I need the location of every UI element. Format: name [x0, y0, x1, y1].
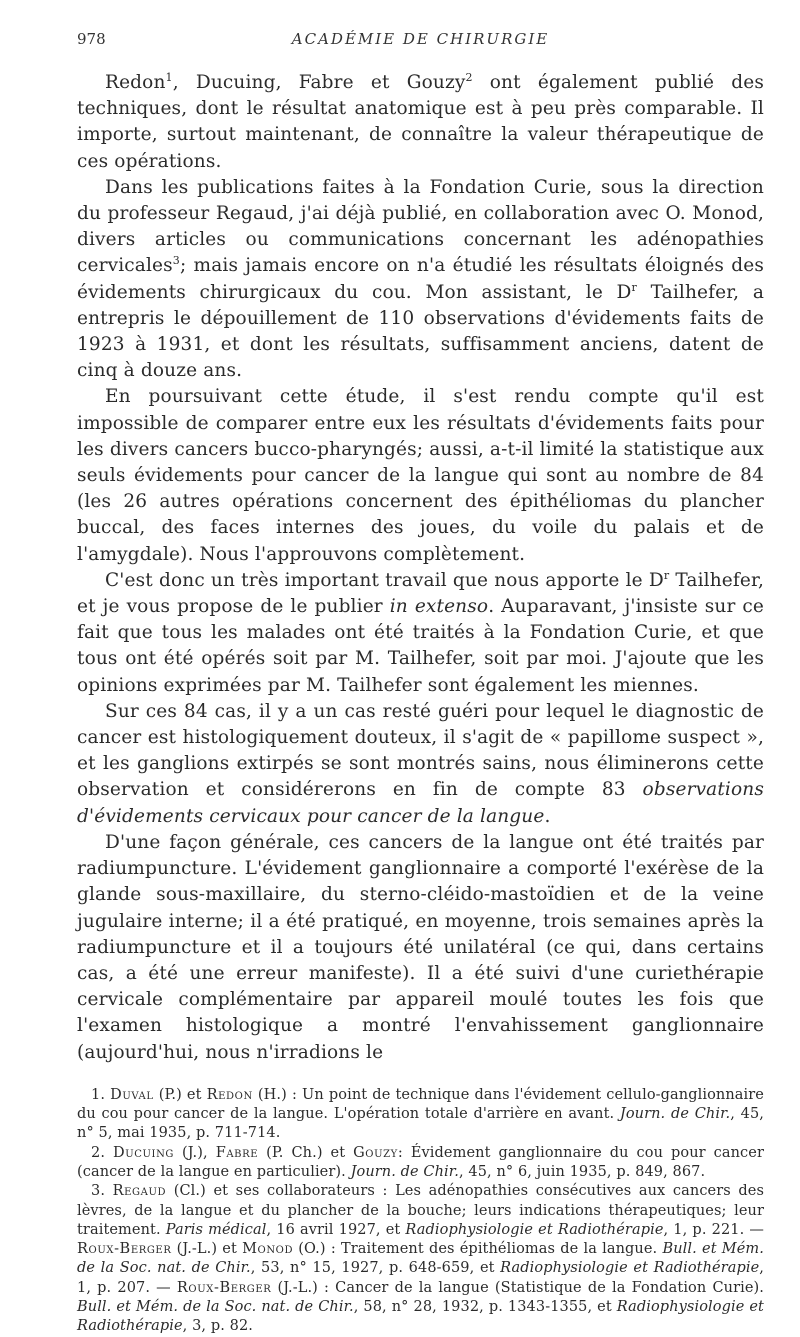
footnote-marker: 1 — [165, 71, 173, 84]
paragraph — [77, 175, 764, 385]
text-run: : Évidement ganglionnaire du cou pour cancer (cancer de la langue en particulier). — [77, 1144, 764, 1180]
text-run: , 45, n° 5, mai 1935, p. 711-714. — [77, 1106, 764, 1142]
paragraph — [77, 384, 764, 567]
italic-text: Bull. et Mém. de la Soc. nat. de Chir. — [77, 1298, 354, 1315]
text-run: , Ducuing, Fabre et Gouzy — [172, 72, 466, 93]
text-run: D'une façon générale, ces cancers de la langue ont été traités par radiumpuncture. L'évidement ganglionnaire a comporté l'exérèse de la glande sous-maxillaire, du sterno-cléido-mastoïdien et de la veine jugulaire interne; il a été pratiqué, en moyenne, trois semaines après la radiumpuncture et il a toujours été unilatéral (ce qui, dans certains cas, a été une erreur manifeste). Il a été suivi d'une curiethérapie cervicale complémentaire par appareil moulé toutes les fois que l'examen histologique a montré l'envahissement ganglionnaire (aujourd'hui, nous n'irradions le — [77, 831, 764, 1063]
author-name: Roux-Berger — [176, 1279, 272, 1296]
footnote-marker: 3 — [172, 254, 180, 268]
footnote-marker: 2 — [465, 71, 473, 84]
text-run: . — [544, 805, 551, 827]
text-run: , 16 avril 1927, et — [266, 1221, 406, 1238]
text-run: (J.-L.) et — [171, 1241, 243, 1258]
text-run: , 1, p. 207. — — [77, 1260, 764, 1296]
text-run: En poursuivant cette étude, il s'est rendu compte qu'il est impossible de comparer entre eux les résultats d'évidements faits pour les divers cancers bucco-pharyngés; aussi, a-t-il limité la statistique aux seuls évidements pour cancer de la langue qui sont au nombre de 84 (les 26 autres opérations concernent des épithéliomas du plancher buccal, des faces internes des joues, du voile du palais et de l'amygdale). Nous l'approuvons complètement. — [77, 386, 764, 565]
text-run: Redon — [105, 72, 166, 93]
italic-text: observations d'évidements cervicaux pour cancer de la langue — [77, 779, 764, 827]
text-run: (P.) et — [153, 1086, 207, 1103]
text-run: 2. — [91, 1144, 113, 1161]
journal-title: ACADÉMIE DE CHIRURGIE — [291, 30, 550, 48]
text-run: C'est donc un très important travail que nous apporte le D — [105, 569, 664, 591]
text-run: Tailhefer, a entrepris le dépouillement de 110 observations d'évidements faits de 1923 à 1931, et dont les résultats, suffisamment anciens, datent de cinq à douze ans. — [77, 281, 765, 382]
text-run: Dans les publications faites à la Fondation Curie, sous la direction du professeur Regaud, j'ai déjà publié, en collaboration avec O. Monod, divers articles ou communications concernant les adénopathies cervicales — [77, 176, 764, 277]
italic-text: Journ. de Chir. — [619, 1106, 731, 1123]
paragraph — [77, 70, 764, 175]
italic-text: Radiophysiologie et Radiothérapie — [405, 1221, 664, 1238]
italic-text: in extenso — [389, 596, 489, 618]
author-name: Redon — [206, 1086, 253, 1103]
text-run: , 45, n° 6, juin 1935, p. 849, 867. — [458, 1163, 706, 1180]
text-run: Tailhefer, et je vous propose de le publier — [77, 569, 764, 618]
paragraph — [77, 568, 764, 699]
footnote — [77, 1086, 764, 1144]
text-run: ont également publié des techniques, dont le résultat anatomique est à peu près comparable. Il importe, surtout maintenant, de connaître la valeur thérapeutique de ces opérations. — [77, 72, 764, 172]
text-run: 1. — [91, 1086, 111, 1103]
text-run: ; mais jamais encore on n'a étudié les résultats éloignés des évidements chirurgicaux du cou. Mon assistant, le D — [77, 255, 764, 303]
italic-text: Radiophysiologie et Radiothérapie — [77, 1298, 764, 1335]
author-name: Regaud — [112, 1183, 167, 1200]
footnote — [77, 1182, 764, 1336]
footnotes — [77, 1086, 764, 1337]
text-run: (J.-L.) : Cancer de la langue (Statistique de la Fondation Curie). — [271, 1279, 764, 1296]
page-number: 978 — [77, 30, 106, 48]
running-head — [77, 30, 764, 56]
author-name: Duval — [110, 1086, 154, 1103]
paragraph — [77, 830, 764, 1066]
text-run: (Cl.) et ses collaborateurs : Les adénopathies consécutives aux cancers des lèvres, de la langue et du plancher de la bouche; leurs indications thérapeutiques; leur traitement. — [77, 1183, 764, 1238]
italic-text: Bull. et Mém. de la Soc. nat. de Chir. — [77, 1241, 764, 1277]
text-run: , 53, n° 15, 1927, p. 648-659, et — [250, 1260, 501, 1277]
body-text — [77, 70, 764, 1066]
text-run: 3. — [91, 1183, 113, 1200]
text-run: , 3, p. 82. — [182, 1318, 253, 1335]
text-run: (J.), — [174, 1144, 216, 1161]
author-name: Roux-Berger — [77, 1241, 172, 1258]
author-name: Ducuing — [113, 1144, 175, 1161]
text-run: Sur ces 84 cas, il y a un cas resté guéri pour lequel le diagnostic de cancer est histologiquement douteux, il s'agit de « papillome suspect », et les ganglions extirpés se sont montrés sains, nous éliminerons cette observation et considérerons en fin de compte 83 — [77, 700, 764, 801]
author-name: Gouzy — [353, 1144, 398, 1161]
italic-text: Radiophysiologie et Radiothérapie — [500, 1260, 760, 1277]
footnote — [77, 1144, 764, 1183]
author-name: Monod — [242, 1241, 294, 1258]
text-run: , 58, n° 28, 1932, p. 1343-1355, et — [353, 1298, 617, 1315]
author-name: Fabre — [215, 1144, 259, 1161]
footnote-marker: r — [631, 280, 637, 294]
italic-text: Journ. de Chir. — [350, 1163, 459, 1180]
text-run: , 1, p. 221. — — [663, 1221, 764, 1238]
text-run: (O.) : Traitement des épithéliomas de la langue. — [293, 1241, 663, 1258]
footnote-marker: r — [663, 568, 670, 582]
paragraph — [77, 699, 764, 830]
text-run: (P. Ch.) et — [258, 1144, 354, 1161]
text-run: . Auparavant, j'insiste sur ce fait que tous les malades ont été traités à la Fondation Curie, et que tous ont été opérés soit par M. Tailhefer, soit par moi. J'ajoute que les opinions exprimées par M. Tailhefer sont également les miennes. — [77, 596, 764, 696]
text-run: (H.) : Un point de technique dans l'évidement cellulo-ganglionnaire du cou pour cancer de la langue. L'opération totale d'arrière en avant. — [77, 1086, 764, 1123]
italic-text: Paris médical — [165, 1221, 267, 1238]
